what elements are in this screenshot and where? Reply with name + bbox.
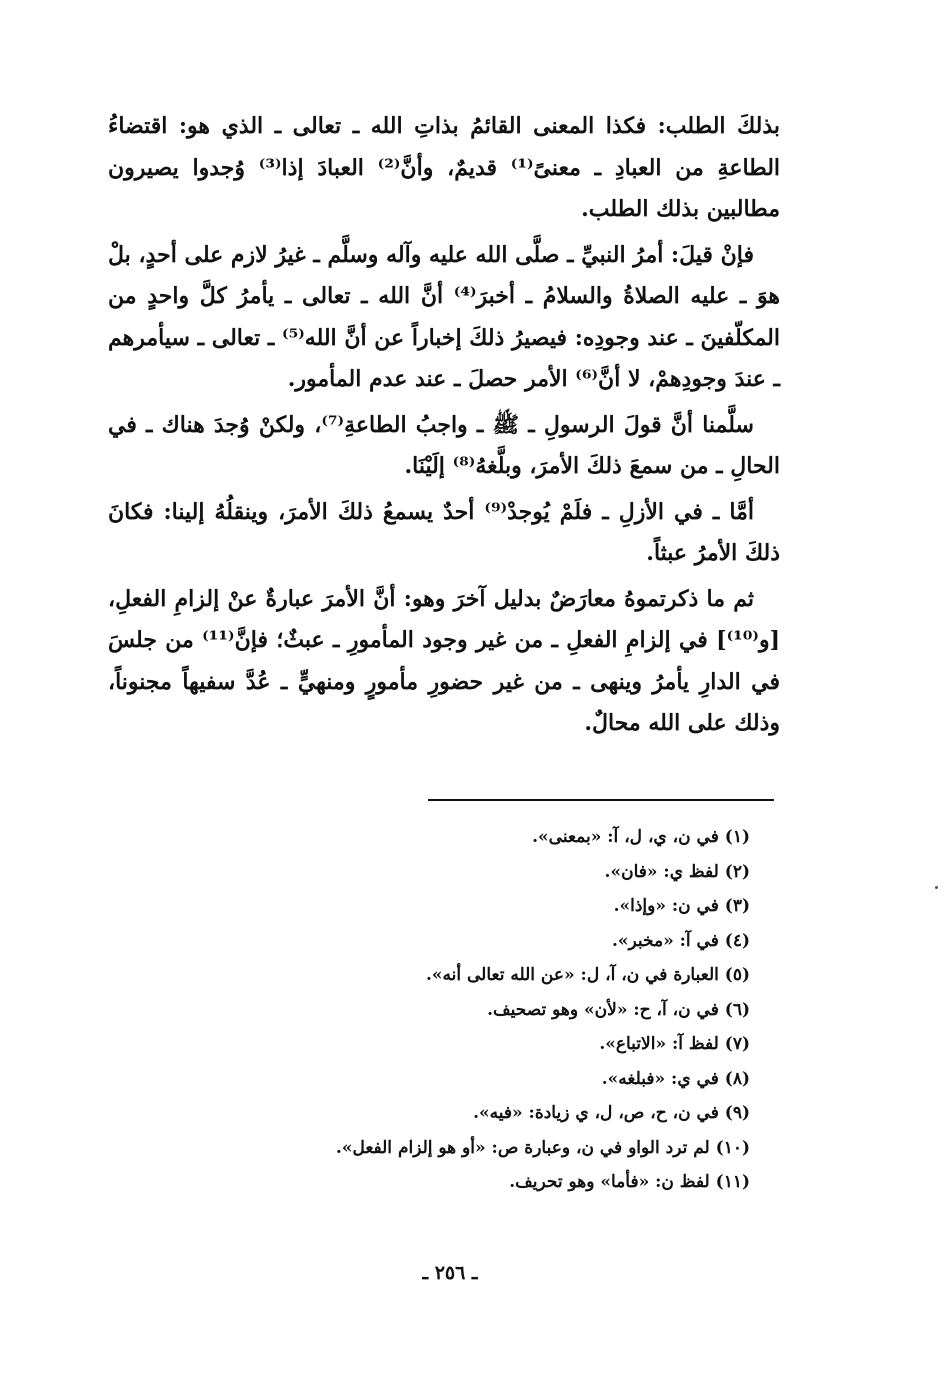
- footnote: (١٠) لم ترد الواو في ن، وعبارة ص: «أو هو إلزام الفعل».: [335, 1137, 750, 1158]
- footnote: (٩) في ن، ح، ص، ل، ي زيادة: «فيه».: [473, 1103, 750, 1123]
- footnotes: [290, 820, 750, 1200]
- footnote-divider: [428, 799, 774, 801]
- paragraph: بذلكَ الطلب: فكذا المعنى القائمُ بذاتِ الله ـ تعالى ـ الذي هو: اقتضاءُ الطاعةِ من العبادِ ـ معنىً⁽¹⁾ قديمٌ، وأنَّ⁽²⁾ العبادَ إذا⁽³⁾ وُجدوا يصيرون مطالبين بذلك الطلب.: [108, 113, 781, 222]
- paragraph: فإنْ قيلَ: أمرُ النبيِّ ـ صلَّى الله عليه وآله وسلَّم ـ غيرُ لازم على أحدٍ، بلْ هوَ ـ عليه الصلاةُ والسلامُ ـ أخبرَ⁽⁴⁾ أنَّ الله ـ تعالى ـ يأمرُ كلَّ واحدٍ من المكلّفينَ ـ عند وجودِه: فيصيرُ ذلكَ إخباراً عن أنَّ الله⁽⁵⁾ ـ تعالى ـ سيأمرهم ـ عندَ وجودِهمْ، لا أنَّ⁽⁶⁾ الأمر حصلَ ـ عند عدم المأمور.: [108, 241, 780, 392]
- paragraph: أمَّا ـ في الأزلِ ـ فلَمْ يُوجدْ⁽⁹⁾ أحدٌ يسمعُ ذلكَ الأمرَ، وينقلُهُ إلينا: فكانَ ذلكَ الأمرُ عبثاً.: [108, 498, 780, 566]
- footnote: (٤) في آ: «مخبر».: [611, 930, 750, 951]
- scan-speck: [935, 886, 938, 889]
- footnote: (٢) لفظ ي: «فان».: [604, 861, 750, 882]
- page-number: ـ ٢٥٦ ـ: [422, 1262, 478, 1284]
- footnote: (١) في ن، ي، ل، آ: «بمعنى».: [532, 827, 750, 847]
- footnote: (١١) لفظ ن: «فأما» وهو تحريف.: [509, 1172, 750, 1192]
- footnote: (٥) العبارة في ن، آ، ل: «عن الله تعالى أنه».: [425, 965, 750, 985]
- paragraph: سلَّمنا أنَّ قولَ الرسولِ ـ ﷺ ـ واجبُ الطاعةِ⁽⁷⁾، ولكنْ وُجدَ هناك ـ في الحالِ ـ من سمعَ ذلكَ الأمرَ، وبلَّغهُ⁽⁸⁾ إلَيْنَا.: [108, 411, 780, 479]
- footnote: (٦) في ن، آ، ح: «لأن» وهو تصحيف.: [487, 999, 750, 1020]
- footnote: (٧) لفظ آ: «الاتباع».: [599, 1034, 750, 1054]
- main-text: [108, 106, 780, 745]
- footnote: (٨) في ي: «فبلغه».: [601, 1068, 750, 1089]
- paragraph: ثم ما ذكرتموهُ معارَضٌ بدليل آخرَ وهو: أنَّ الأمرَ عبارةٌ عنْ إلزامِ الفعلِ، [و⁽¹⁰⁾] في إلزامِ الفعلِ ـ من غير وجود المأمورِ ـ عبثٌ؛ فإنَّ⁽¹¹⁾ من جلسَ في الدارِ يأمرُ وينهى ـ من غير حضورِ مأمورٍ ومنهيٍّ ـ عُدَّ سفيهاً مجنوناً، وذلك على الله محالٌ.: [108, 585, 780, 736]
- footnote: (٣) في ن: «وإذا».: [613, 896, 750, 916]
